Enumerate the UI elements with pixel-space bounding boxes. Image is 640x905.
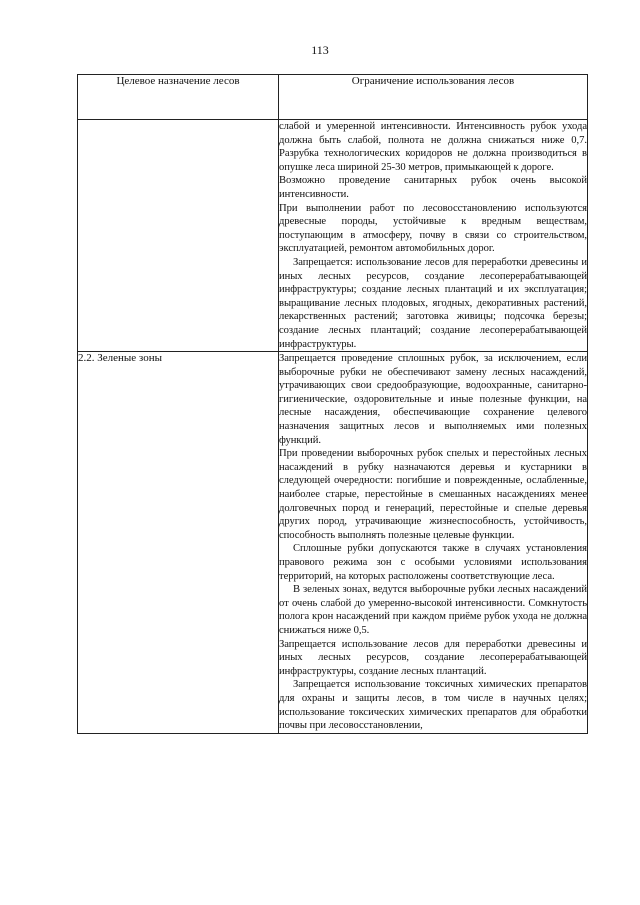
paragraph: Запрещается использование токсичных химических препаратов для охраны и защиты лесов, в том числе в научных целях; использование токсических химических препаратов для обработки почвы при лесовосстановлении, bbox=[279, 679, 587, 732]
row-content bbox=[279, 352, 588, 734]
column-header-restrictions: Ограничение использования лесов bbox=[279, 75, 588, 120]
row-label bbox=[78, 120, 279, 352]
row-label-green-zones: 2.2. Зеленые зоны bbox=[78, 352, 279, 734]
table-header-row bbox=[78, 75, 588, 120]
paragraph: В зеленых зонах, ведутся выборочные рубки лесных насаждений от очень слабой до умеренно-высокой интенсивности. Сомкнутость полога крон насаждений при каждом приёме рубок ухода не должна снижаться ниже 0,5. bbox=[279, 584, 587, 636]
paragraph: При выполнении работ по лесовосстановлению используются древесные породы, устойчивые к вредным веществам, поступающим в атмосферу, почву в связи со строительством, эксплуатацией, ремонтом автомобильных дорог. bbox=[279, 202, 587, 255]
paragraph: При проведении выборочных рубок спелых и перестойных лесных насаждений в рубку назначаются деревья и кустарники в следующей очередности: погибшие и поврежденные, ослабленные, наиболее старые, перестойные в смешанных насаждениях менее долговечных пород и генераций, перестойные и спелые деревья других пород, утрачивающие жизнеспособность, устойчивость, способность выполнять полезные целевые функции. bbox=[279, 448, 587, 541]
table-row bbox=[78, 120, 588, 352]
paragraph: Запрещается: использование лесов для переработки древесины и иных лесных ресурсов, создание лесоперерабатывающей инфраструктуры; создание лесных плантаций и их эксплуатация; выращивание лесных плодовых, ягодных, декоративных растений, лекарственных растений; заготовка живицы; подсочка березы; создание лесных плантаций; создание лесоперерабатывающей инфраструктуры. bbox=[279, 256, 587, 350]
column-header-purpose: Целевое назначение лесов bbox=[78, 75, 279, 120]
paragraph: Запрещается использование лесов для переработки древесины и иных лесных ресурсов, создание лесоперерабатывающей инфраструктуры, создание лесных плантаций. bbox=[279, 638, 587, 677]
restrictions-table bbox=[77, 74, 588, 734]
paragraph: Возможно проведение санитарных рубок очень высокой интенсивности. bbox=[279, 175, 587, 200]
row-content bbox=[279, 120, 588, 352]
table-row bbox=[78, 352, 588, 734]
page-number: 113 bbox=[311, 43, 329, 57]
paragraph: Запрещается проведение сплошных рубок, за исключением, если выборочные рубки не обеспечивают замену лесных насаждений, утрачивающих свои средообразующие, водоохранные, санитарно-гигиенические, оздоровительные и иные полезные функции, на лесные насаждения, обеспечивающие сохранение целевого назначения защитных лесов и выполняемых ими полезных функций. bbox=[279, 353, 587, 446]
paragraph: Сплошные рубки допускаются также в случаях установления правового режима зон с особыми условиями использования территорий, на которых расположены соответствующие леса. bbox=[279, 543, 587, 582]
paragraph: слабой и умеренной интенсивности. Интенсивность рубок ухода должна быть слабой, полнота не должна снижаться ниже 0,7. Разрубка технологических коридоров не должна производиться в опушке леса шириной 25-30 метров, примыкающей к дороге. bbox=[279, 121, 587, 173]
